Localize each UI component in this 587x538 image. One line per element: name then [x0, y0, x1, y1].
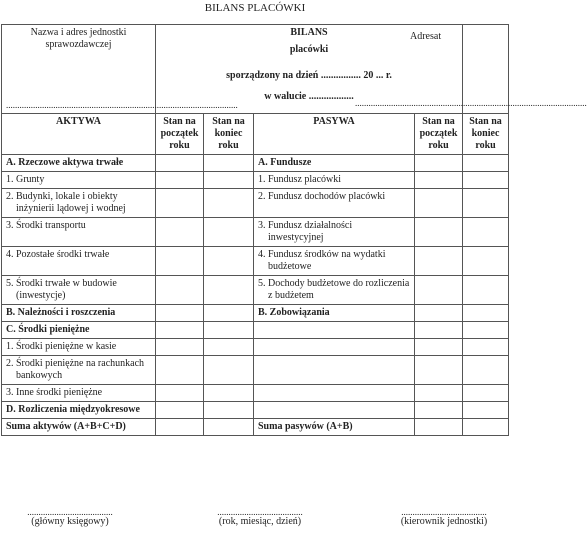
pasywa-start-value	[415, 356, 463, 385]
aktywa-end-value	[204, 419, 254, 436]
aktywa-start-value	[156, 247, 204, 276]
table-row	[2, 247, 509, 276]
aktywa-item: 1. Grunty	[2, 172, 156, 189]
aktywa-start-value	[156, 189, 204, 218]
pasywa-start-value	[415, 218, 463, 247]
pasywa-end-value	[463, 172, 509, 189]
pasywa-item	[254, 322, 415, 339]
aktywa-start-value	[156, 402, 204, 419]
aktywa-end-value	[204, 218, 254, 247]
pasywa-end-value	[463, 402, 509, 419]
table-row	[2, 218, 509, 247]
aktywa-item: C. Środki pieniężne	[2, 322, 156, 339]
pasywa-item	[254, 339, 415, 356]
pasywa-end-value	[463, 356, 509, 385]
aktywa-start-value	[156, 305, 204, 322]
table-row	[2, 189, 509, 218]
aktywa-item: 4. Pozostałe środki trwałe	[2, 247, 156, 276]
aktywa-end-value	[204, 402, 254, 419]
pasywa-end-value	[463, 276, 509, 305]
aktywa-end-value	[204, 322, 254, 339]
column-header-row	[2, 114, 509, 155]
aktywa-start-value	[156, 356, 204, 385]
aktywa-end-value	[204, 305, 254, 322]
pasywa-item	[254, 402, 415, 419]
aktywa-end-value	[204, 172, 254, 189]
table-row	[2, 402, 509, 419]
pasywa-start-header: Stan na początek roku	[415, 114, 463, 155]
footer-dots-left: ......................................	[27, 507, 113, 517]
pasywa-end-value	[463, 322, 509, 339]
aktywa-start-value	[156, 385, 204, 402]
pasywa-end-value	[463, 247, 509, 276]
aktywa-start-value	[156, 172, 204, 189]
pasywa-item	[254, 385, 415, 402]
aktywa-end-header: Stan na koniec roku	[204, 114, 254, 155]
addressee-dots: .......................................................................................................	[355, 98, 587, 108]
aktywa-start-value	[156, 218, 204, 247]
aktywa-item: 3. Inne środki pieniężne	[2, 385, 156, 402]
aktywa-start-value	[156, 339, 204, 356]
aktywa-start-value	[156, 155, 204, 172]
pasywa-start-value	[415, 155, 463, 172]
entity-dots: .......................................................................................................	[6, 100, 238, 110]
addressee-label: Adresat	[410, 31, 442, 42]
pasywa-end-value	[463, 189, 509, 218]
page-title: BILANS PLACÓWKI	[204, 2, 306, 14]
aktywa-end-value	[204, 155, 254, 172]
aktywa-item: Suma aktywów (A+B+C+D)	[2, 419, 156, 436]
aktywa-header: AKTYWA	[2, 114, 156, 155]
aktywa-item: A. Rzeczowe aktywa trwałe	[2, 155, 156, 172]
pasywa-item: A. Fundusze	[254, 155, 415, 172]
entity-label: Nazwa i adres jednostki sprawozdawczej	[30, 27, 127, 50]
pasywa-end-header: Stan na koniec roku	[463, 114, 509, 155]
aktywa-end-value	[204, 339, 254, 356]
table-body	[2, 155, 509, 436]
footer-dots-middle: ......................................	[217, 507, 303, 517]
balance-sheet-table	[1, 24, 587, 436]
aktywa-end-value	[204, 356, 254, 385]
aktywa-start-header: Stan na początek roku	[156, 114, 204, 155]
aktywa-item: 2. Budynki, lokale i obiekty inżynierii lądowej i wodnej	[2, 189, 156, 218]
table-row	[2, 385, 509, 402]
pasywa-item	[254, 356, 415, 385]
aktywa-item: B. Należności i roszczenia	[2, 305, 156, 322]
aktywa-start-value	[156, 419, 204, 436]
aktywa-end-value	[204, 385, 254, 402]
aktywa-item: 2. Środki pieniężne na rachunkach bankowych	[2, 356, 156, 385]
bilans-currency: w walucie ..................	[264, 91, 354, 102]
pasywa-end-value	[463, 305, 509, 322]
aktywa-item: 1. Środki pieniężne w kasie	[2, 339, 156, 356]
pasywa-item: 5. Dochody budżetowe do rozliczenia z budżetem	[254, 276, 415, 305]
pasywa-start-value	[415, 402, 463, 419]
bilans-subtitle: placówki	[289, 44, 329, 55]
pasywa-start-value	[415, 276, 463, 305]
entity-cell	[2, 25, 238, 114]
aktywa-end-value	[204, 276, 254, 305]
pasywa-start-value	[415, 172, 463, 189]
pasywa-start-value	[415, 339, 463, 356]
table-row	[2, 305, 509, 322]
table-row	[2, 172, 509, 189]
table-row	[2, 419, 509, 436]
aktywa-end-value	[204, 189, 254, 218]
aktywa-item: 5. Środki trwałe w budowie (inwestycje)	[2, 276, 156, 305]
pasywa-item: B. Zobowiązania	[254, 305, 415, 322]
pasywa-start-value	[415, 419, 463, 436]
footer-dots-right: ......................................	[401, 507, 487, 517]
pasywa-end-value	[463, 419, 509, 436]
pasywa-item: 3. Fundusz działalności inwestycyjnej	[254, 218, 415, 247]
pasywa-start-value	[415, 247, 463, 276]
pasywa-start-value	[415, 189, 463, 218]
pasywa-item: 1. Fundusz placówki	[254, 172, 415, 189]
pasywa-item: 2. Fundusz dochodów placówki	[254, 189, 415, 218]
pasywa-header: PASYWA	[254, 114, 415, 155]
pasywa-end-value	[463, 339, 509, 356]
aktywa-end-value	[204, 247, 254, 276]
table-row	[2, 322, 509, 339]
pasywa-end-value	[463, 155, 509, 172]
pasywa-end-value	[463, 218, 509, 247]
bilans-title: BILANS	[290, 27, 328, 38]
footer-head: (kierownik jednostki)	[400, 516, 488, 527]
aktywa-item: 3. Środki transportu	[2, 218, 156, 247]
footer-date: (rok, miesiąc, dzień)	[218, 516, 302, 527]
aktywa-start-value	[156, 322, 204, 339]
table-row	[2, 356, 509, 385]
aktywa-start-value	[156, 276, 204, 305]
table-row	[2, 339, 509, 356]
pasywa-start-value	[415, 322, 463, 339]
pasywa-start-value	[415, 305, 463, 322]
pasywa-item: 4. Fundusz środków na wydatki budżetowe	[254, 247, 415, 276]
table-row	[2, 155, 509, 172]
pasywa-start-value	[415, 385, 463, 402]
pasywa-end-value	[463, 385, 509, 402]
bilans-date: sporządzony na dzień ................ 20 ... r.	[226, 70, 392, 81]
footer-chief-accountant: (główny księgowy)	[31, 516, 109, 527]
aktywa-item: D. Rozliczenia międzyokresowe	[2, 402, 156, 419]
pasywa-item: Suma pasywów (A+B)	[254, 419, 415, 436]
table-row	[2, 276, 509, 305]
